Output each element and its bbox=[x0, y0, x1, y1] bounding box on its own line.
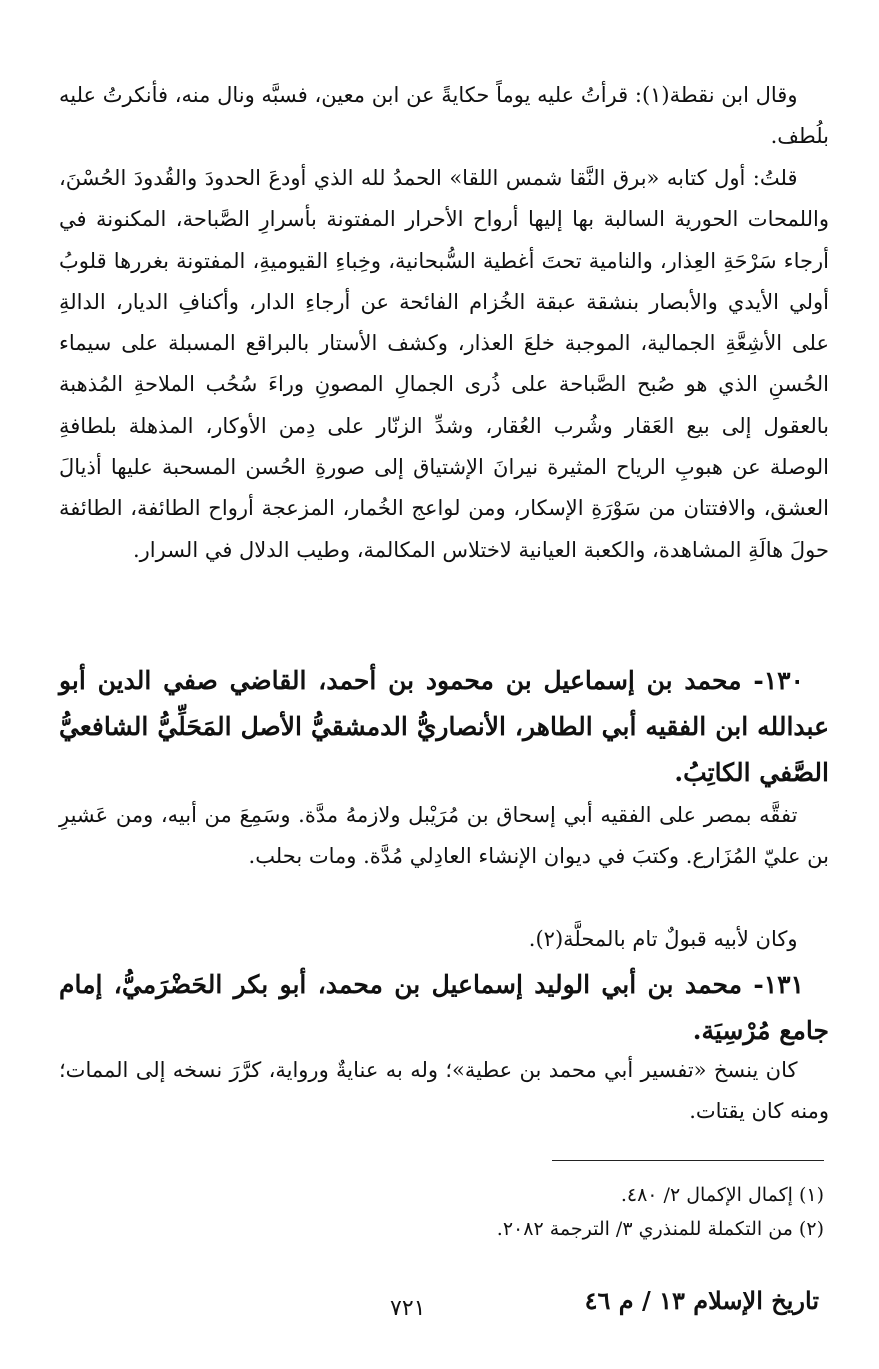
paragraph-entry-131-bio: كان ينسخ «تفسير أبي محمد بن عطية»؛ وله به عنايةٌ ورواية، كرَّرَ نسخه إلى الممات؛ ومنه كان يقتات. bbox=[59, 1058, 829, 1124]
entry-heading-130: ١٣٠- محمد بن إسماعيل بن محمود بن أحمد، القاضي صفي الدين أبو عبدالله ابن الفقيه أبي الطاهر، الأنصاريُّ الدمشقيُّ الأصل المَحَلِّيُّ الشافعيُّ الصَّفي الكاتِبُ. bbox=[59, 666, 829, 787]
running-title: تاريخ الإسلام ١٣ / م ٤٦ bbox=[584, 1286, 819, 1315]
paragraph-entry-130-bio: تفقَّه بمصر على الفقيه أبي إسحاق بن مُرَيْبل ولازمهُ مدَّة. وسَمِعَ من أبيه، ومن عَشيرِ بن عليّ المُزَارع. وكتبَ في ديوان الإنشاء العادِلي مُدَّة. ومات بحلب. bbox=[59, 803, 829, 869]
paragraph-ibn-nuqta: وقال ابن نقطة(١): قرأتُ عليه يوماً حكايةً عن ابن معين، فسبَّه ونال منه، فأنكرتُ عليه بلُطف. bbox=[59, 83, 829, 149]
footnote-1: (١) إكمال الإكمال ٢/ ٤٨٠. bbox=[620, 1184, 824, 1206]
page-number: ٧٢١ bbox=[390, 1296, 426, 1321]
footnote-separator bbox=[552, 1160, 824, 1161]
entry-heading-131: ١٣١- محمد بن أبي الوليد إسماعيل بن محمد، أبو بكر الحَضْرَميُّ، إمام جامع مُرْسِيَة. bbox=[59, 970, 829, 1045]
paragraph-entry-130-father: وكان لأبيه قبولٌ تام بالمحلَّة(٢). bbox=[528, 927, 798, 951]
footnote-2: (٢) من التكملة للمنذري ٣/ الترجمة ٢٠٨٢. bbox=[496, 1218, 824, 1240]
paragraph-book-opening: قلتُ: أول كتابه «برق النَّقا شمس اللقا» الحمدُ لله الذي أودعَ الحدودَ والقُدودَ الحُسْنَ، واللمحات الحورية السالبة بها إليها أرواح الأحرار المفتونة بأسرارِ الصَّباحة، المكنونة في أرجاء سَرْحَةِ العِذار، والنامية تحتَ أغطية السُّبحانية، وخِباءِ القيوميةِ، المفتونة بغررها قلوبُ أولي الأيدي والأبصار بنشقة عبقة الخُزام الفائحة عن أرجاءِ الدار، وأكنافِ الديار، الدالةِ على الأشِعَّةِ الجمالية، الموجبة خلعَ العذار، وكشف الأستار بالبراقع المسبلة على سيماء الحُسنِ الذي هو صُبح الصَّباحة على ذُرى الجمالِ المصونِ وراءَ سُحُب الملاحةِ المُذهبة بالعقول إلى بيع العَقار وشُرب العُقار، وشدِّ الزنّار على دِمن الأوكار، المذهلة بلطافةِ الوصلة عن هبوبِ الرياح المثيرة نيرانَ الإشتياق إلى صورةِ الحُسن المسحبة عليها أذيالَ العشق، والافتتان من سَوْرَةِ الإسكار، ومن لواعج الخُمار، المزعجة أرواح الطائفة، الطائفة حولَ هالَةِ المشاهدة، والكعبة العيانية لاختلاس المكالمة، وطيب الدلال في السرار. bbox=[59, 166, 829, 562]
